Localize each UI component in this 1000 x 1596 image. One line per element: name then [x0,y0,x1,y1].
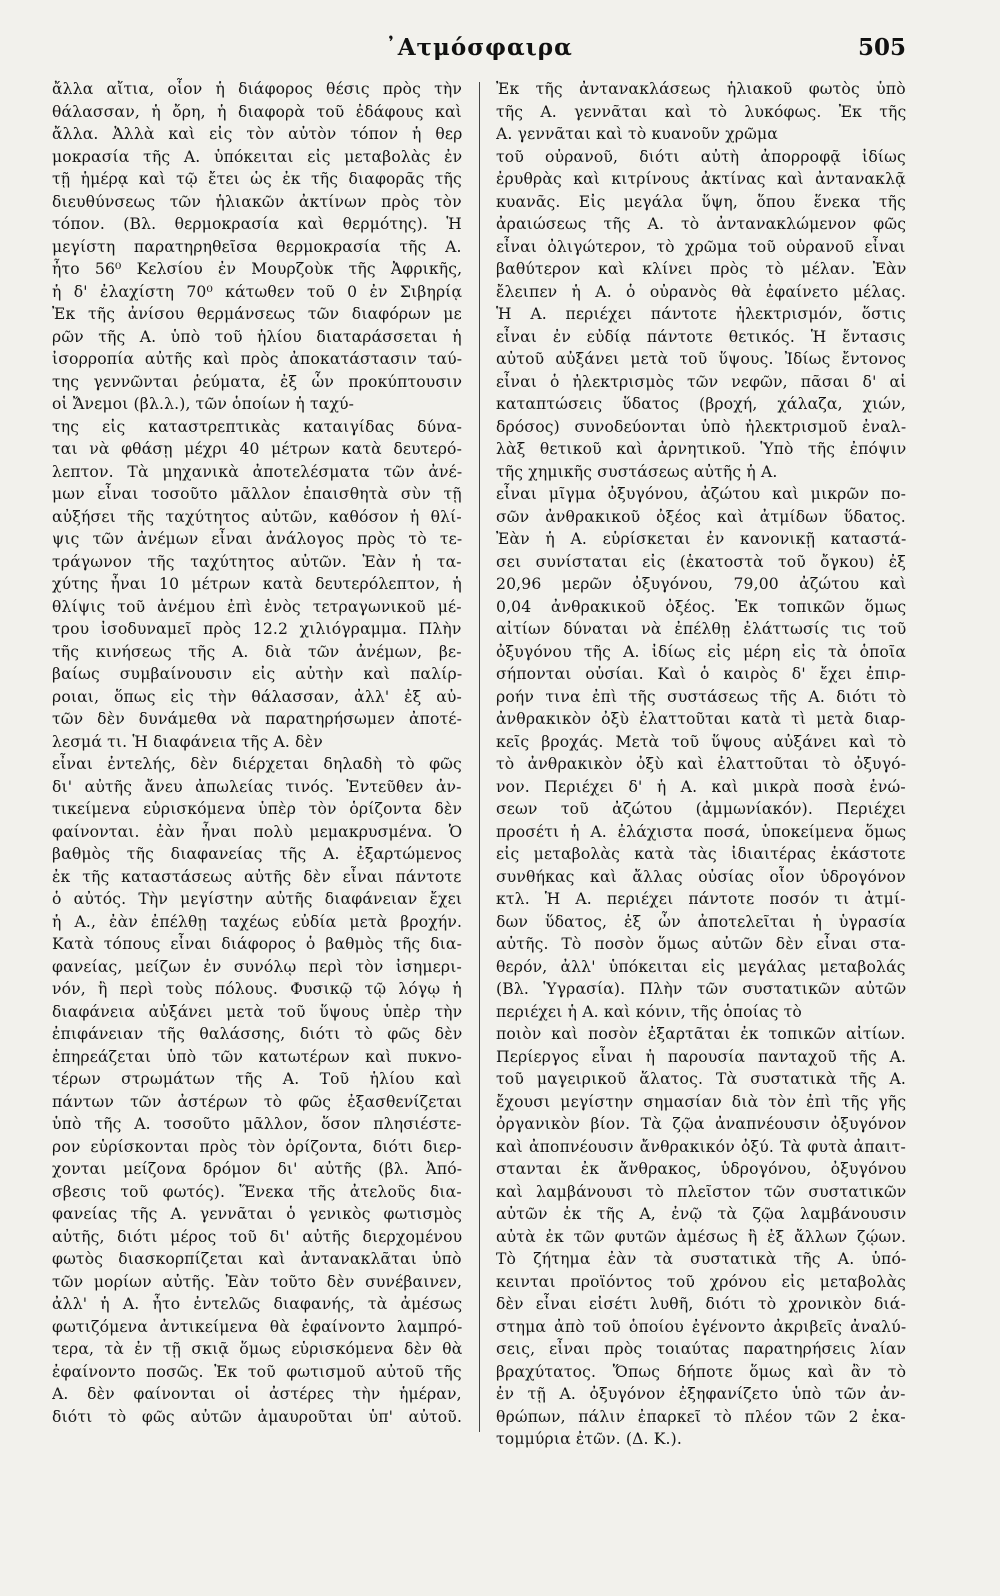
text-line: Τὸ ζήτημα ἐὰν τὰ συστατικὰ τῆς Α. ὑπό- [496,1250,906,1268]
text-line: τοῦ οὐρανοῦ, διότι αὐτὴ ἀπορροφᾷ ἰδίως [496,147,906,166]
text-line: ἀνθρακικὸν ὀξὺ ἐλαττοῦται κατὰ τὶ μετὰ διαρ- [496,710,906,728]
text-line: τράγωνον τῆς ταχύτητος αὐτῶν. Ἐὰν ἡ τα- [52,552,462,571]
text-line: βραχύτατος. Ὅπως δήποτε ὅμως καὶ ἂν τὸ [496,1362,906,1381]
text-line: δρόσος) συνοδεύονται ὑπὸ ἠλεκτρισμοῦ ἐναλ- [496,417,906,436]
text-line: εἰς μεταβολὰς κατὰ τὰς ἰδιαιτέρας ἑκάστοτε [496,845,906,863]
text-line: τῶν δὲν δυνάμεθα νὰ παρατηρήσωμεν ἀποτέ- [52,710,462,728]
text-line: ἀλλ' ἡ Α. ἦτο ἐντελῶς διαφανής, τὰ ἀμέσως [52,1295,462,1313]
text-line: ἦτο 56⁰ Κελσίου ἐν Μουρζοὺκ τῆς Ἀφρικῆς, [52,260,462,278]
text-line: εἶναι ὁ ἠλεκτρισμὸς τῶν νεφῶν, πᾶσαι δ' αἱ [496,372,906,391]
text-line: θλίψις τοῦ ἀνέμου ἐπὶ ἑνὸς τετραγωνικοῦ μέ- [52,597,462,616]
text-line: κυανᾶς. Εἰς μεγάλα ὕψη, ὅπου ἕνεκα τῆς [496,192,906,211]
text-line: εἶναι ἐντελής, δὲν διέρχεται δηλαδὴ τὸ φῶς [52,755,462,773]
text-line: ροιαι, ὅπως εἰς τὴν θάλασσαν, ἀλλ' ἐξ αὐ- [52,687,462,706]
text-line: κεῖς βροχάς. Μετὰ τοῦ ὕψους αὐξάνει καὶ τὸ [496,732,906,751]
text-line: ἄλλα. Ἀλλὰ καὶ εἰς τὸν αὐτὸν τόπον ἡ θερ [52,125,462,143]
text-line: ἡ Α., ἐὰν ἐπέλθῃ ταχέως εὐδία μετὰ βροχήν. [52,912,462,931]
text-line: αὐτὰ ἐκ τῶν φυτῶν ἀμέσως ἢ ἐξ ἄλλων ζῴων. [496,1227,906,1246]
text-line: εἶναι μῖγμα ὀξυγόνου, ἀζώτου καὶ μικρῶν πο- [496,485,906,503]
text-line: τὸ ἀνθρακικὸν ὀξὺ καὶ ἐλαττοῦται τὸ ὀξυγό- [496,755,906,773]
text-line: αὐτῆς. Τὸ ποσὸν ὅμως αὐτῶν δὲν εἶναι στα- [496,935,906,953]
text-line: Ἐκ τῆς ἀνίσου θερμάνσεως τῶν διαφόρων με [52,305,462,323]
text-line: Κατὰ τόπους εἶναι διάφορος ὁ βαθμὸς τῆς δια- [52,935,462,953]
text-line: τῶν μορίων αὐτῆς. Ἐὰν τοῦτο δὲν συνέβαινεν, [52,1272,462,1291]
text-line: οἱ Ἄνεμοι (βλ.λ.), τῶν ὁποίων ἡ ταχύ- [52,395,355,413]
text-line: Α. γεννᾶται καὶ τὸ κυανοῦν χρῶμα [496,125,778,143]
text-line: ται νὰ φθάσῃ μέχρι 40 μέτρων κατὰ δευτερό- [52,440,462,458]
text-line: δι' αὐτῆς ἄνευ ἀπωλείας τινός. Ἐντεῦθεν ἀν- [52,777,462,796]
text-line: ἄλλα αἴτια, οἷον ἡ διάφορος θέσις πρὸς τὴν [52,80,462,98]
text-line: λὰξ θετικοῦ καὶ ἀρνητικοῦ. Ὑπὸ τῆς ἐπόψιν [496,440,906,458]
text-line: 20,96 μερῶν ὀξυγόνου, 79,00 ἀζώτου καὶ [496,575,906,593]
text-line: αὐτῶν ἐκ τῆς Α, ἐνῷ τὰ ζῷα λαμβάνουσιν [496,1205,906,1223]
text-line: χονται μείζονα δρόμον δι' αὐτῆς (βλ. Ἀπό- [52,1160,462,1178]
text-line: βαίως συμβαίνουσιν εἰς αὐτὴν καὶ παλίρ- [52,665,462,683]
text-line: της γεννῶνται ῥεύματα, ἐξ ὧν προκύπτουσιν [52,372,462,391]
left-column [52,78,462,1428]
text-line: κτλ. Ἡ Α. περιέχει πάντοτε ποσόν τι ἀτμί- [496,890,906,908]
text-line: ψις τῶν ἀνέμων εἶναι ἀνάλογος πρὸς τὸ τε- [52,530,462,548]
page-title: ᾿Ατμόσφαιρα [385,34,573,61]
text-line: θερόν, ἀλλ' ὑπόκειται εἰς μεγάλας μεταβολάς [496,957,906,976]
text-line: τερα, τὰ ἐν τῇ σκιᾷ ὅμως εὑρισκόμενα δὲν θὰ [52,1340,462,1358]
text-line: τῆς χημικῆς συστάσεως αὐτῆς ἡ Α. [496,462,778,481]
text-line: ὁ αὐτός. Τὴν μεγίστην αὐτῆς διαφάνειαν ἔχει [52,890,462,908]
text-line: σει συνίσταται εἰς (ἑκατοστὰ τοῦ ὄγκου) ἐξ [496,552,906,571]
text-line: ὀργανικὸν βίον. Τὰ ζῷα ἀναπνέουσιν ὀξυγόνον [496,1115,906,1133]
text-line: κεινται προϊόντος τοῦ χρόνου εἰς μεταβολὰς [496,1272,906,1291]
text-line: στανται ἐκ ἄνθρακος, ὑδρογόνου, ὀξυγόνου [496,1160,906,1178]
text-line: διευθύνσεως τῶν ἡλιακῶν ἀκτίνων πρὸς τὸν [52,192,462,211]
text-line: βαθύτερον καὶ κλίνει πρὸς τὸ μέλαν. Ἐὰν [496,260,906,278]
text-line: αὐτῆς, διότι μέρος τοῦ δι' αὐτῆς διερχομένου [52,1227,462,1246]
text-line: αὐτοῦ αὐξάνει μετὰ τοῦ ὕψους. Ἰδίως ἔντονος [496,350,906,368]
text-line: ὑπὸ τῆς Α. τοσοῦτο μᾶλλον, ὅσον πλησιέστε- [52,1115,462,1133]
text-line: περιέχει ἡ Α. καὶ κόνιν, τῆς ὁποίας τὸ [496,1002,802,1021]
text-line: ἐρυθρὰς καὶ κιτρίνους ἀκτίνας καὶ ἀντανακλᾷ [496,170,906,188]
text-line: τρου ἰσοδυναμεῖ πρὸς 12.2 χιλιόγραμμα. Πλὴν [52,620,462,638]
text-line: Α. δὲν φαίνονται οἱ ἀστέρες τὴν ἡμέραν, [52,1385,462,1403]
text-line: Ἡ Α. περιέχει πάντοτε ἠλεκτρισμόν, ὅστις [496,305,906,323]
text-line: τοῦ μαγειρικοῦ ἅλατος. Τὰ συστατικὰ τῆς Α. [496,1070,906,1088]
text-line: δὲν εἶναι εἰσέτι λυθῆ, διότι τὸ χρονικὸν διά- [496,1295,906,1313]
text-line: (Βλ. Ὑγρασία). Πλὴν τῶν συστατικῶν αὐτῶν [496,980,906,998]
text-columns [52,78,906,1558]
text-line: λεπτον. Τὰ μηχανικὰ ἀποτελέσματα τῶν ἀνέ- [52,462,462,481]
text-line: σβεσις τοῦ φωτός). Ἕνεκα τῆς ἀτελοῦς δια- [52,1182,462,1201]
text-line: ἐκ τῆς καταστάσεως αὐτῆς δὲν εἶναι πάντοτε [52,867,462,886]
text-line: εἶναι ὀλιγώτερον, τὸ χρῶμα τοῦ οὐρανοῦ εἶναι [496,237,906,256]
text-line: καταπτώσεις ὕδατος (βροχή, χάλαζα, χιών, [496,395,906,413]
page-number: 505 [857,34,906,61]
text-line: ἐν τῇ Α. ὀξυγόνον ἐξηφανίζετο ὑπὸ τῶν ἀν- [496,1385,906,1403]
text-line: σεις, εἶναι πρὸς τοιαύτας παρατηρήσεις λίαν [496,1340,906,1358]
text-line: εἶναι ἐν εὐδίᾳ πάντοτε θετικός. Ἡ ἔντασις [496,327,906,346]
text-line: Ἐκ τῆς ἀντανακλάσεως ἡλιακοῦ φωτὸς ὑπὸ [496,80,906,98]
text-line: μοκρασία τῆς Α. ὑπόκειται εἰς μεταβολὰς ἐν [52,147,462,166]
text-line: νον. Περιέχει δ' ἡ Α. καὶ μικρὰ ποσὰ ἑνώ- [496,777,906,796]
text-line: 0,04 ἀνθρακικοῦ ὀξέος. Ἐκ τοπικῶν ὅμως [496,597,906,616]
text-line: ἐπιφάνειαν τῆς θαλάσσης, διότι τὸ φῶς δὲν [52,1025,462,1043]
column-divider [479,82,480,1432]
text-line: βαθμὸς τῆς διαφανείας τῆς Α. ἐξαρτώμενος [52,845,462,863]
text-line: φανείας, μείζων ἐν συνόλῳ περὶ τὸν ἰσημερι- [52,957,462,976]
text-line: λεσμά τι. Ἡ διαφάνεια τῆς Α. δὲν [52,732,323,751]
text-line: αὐξήσει τῆς ταχύτητος αὐτῶν, καθόσον ἡ θλί- [52,507,462,526]
text-line: καὶ ἀποπνέουσιν ἄνθρακικόν ὀξύ. Τὰ φυτὰ ἀπαιτ- [496,1137,906,1156]
text-line: πάντων τῶν ἀστέρων τὸ φῶς ἐξασθενίζεται [52,1092,462,1111]
text-line: διότι τὸ φῶς αὐτῶν ἀμαυροῦται ὑπ' αὐτοῦ. [52,1407,462,1426]
text-line: νόν, ἢ περὶ τοὺς πόλους. Φυσικῷ τῷ λόγῳ ἡ [52,980,462,998]
text-line: στημα ἀπὸ τοῦ ὁποίου ἐγένοντο ἀκριβεῖς ἀναλύ- [496,1317,906,1336]
text-line: ἐπηρεάζεται ὑπὸ τῶν κατωτέρων καὶ πυκνο- [52,1047,462,1066]
text-line: προσέτι ἡ Α. ἐλάχιστα ποσά, ὑποκείμενα ὅμως [496,822,906,841]
text-line: ποιὸν καὶ ποσὸν ἐξαρτᾶται ἐκ τοπικῶν αἰτίων. [496,1025,906,1043]
text-line: ἔχουσι μεγίστην σημασίαν διὰ τὸν ἐπὶ τῆς γῆς [496,1092,906,1111]
text-line: φωτιζόμενα ἀντικείμενα θὰ ἐφαίνοντο λαμπρό- [52,1317,462,1336]
text-line: σήπονται οὐσίαι. Καὶ ὁ καιρὸς δ' ἔχει ἐπιρ- [496,665,906,683]
text-line: ἐφαίνοντο ποσῶς. Ἐκ τοῦ φωτισμοῦ αὐτοῦ τῆς [52,1362,462,1381]
text-line: μων εἶναι τοσοῦτο μᾶλλον ἐπαισθητὰ σὺν τῇ [52,485,462,503]
text-line: θρώπων, πάλιν ἐπαρκεῖ τὸ πλέον τῶν 2 ἑκα- [496,1407,906,1426]
text-line: τικείμενα εὑρισκόμενα ὑπὲρ τὸν ὁρίζοντα δὲν [52,800,462,818]
text-line: τομμύρια ἐτῶν. (Δ. Κ.). [496,1430,682,1448]
text-line: τόπον. (Βλ. θερμοκρασία καὶ θερμότης). Ἡ [52,215,462,233]
text-line: ρον εὑρίσκονται πρὸς τὸν ὁρίζοντα, διότι διερ- [52,1137,462,1156]
text-line: θάλασσαν, ἡ ὄρη, ἡ διαφορὰ τοῦ ἐδάφους καὶ [52,102,462,121]
text-line: ἡ δ' ἐλαχίστη 70⁰ κάτωθεν τοῦ 0 ἐν Σιβηρίᾳ [52,282,462,301]
text-line: τῆς Α. γεννᾶται καὶ τὸ λυκόφως. Ἐκ τῆς [496,102,906,121]
text-line: αἰτίων δύναται νὰ ἐπέλθῃ ἐλάττωσίς τις τοῦ [496,620,906,638]
text-line: τέρων στρωμάτων τῆς Α. Τοῦ ἡλίου καὶ [52,1070,462,1088]
text-line: σῶν ἀνθρακικοῦ ὀξέος καὶ ἀτμίδων ὕδατος. [496,507,906,526]
text-line: της εἰς καταστρεπτικὰς καταιγίδας δύνα- [52,417,462,436]
text-line: ροήν τινα ἐπὶ τῆς συστάσεως τῆς Α. διότι τὸ [496,687,906,706]
text-line: φωτὸς διασκορπίζεται καὶ ἀντανακλᾶται ὑπὸ [52,1250,462,1268]
right-column [496,78,906,1451]
text-line: Περίεργος εἶναι ἡ παρουσία πανταχοῦ τῆς Α. [496,1047,906,1066]
text-line: φαίνονται. ἐὰν ἦναι πολὺ μεμακρυσμένα. Ὁ [52,822,462,841]
text-line: Ἐὰν ἡ Α. εὑρίσκεται ἐν κανονικῇ καταστά- [496,530,906,548]
text-line: δων ὕδατος, ἐξ ὧν ἀποτελεῖται ἡ ὑγρασία [496,912,906,931]
text-line: ἔλειπεν ἡ Α. ὁ οὐρανὸς θὰ ἐφαίνετο μέλας. [496,282,906,301]
text-line: διαφάνεια αὐξάνει μετὰ τοῦ ὕψους ὑπὲρ τὴν [52,1002,462,1021]
text-line: χύτης ἦναι 10 μέτρων κατὰ δευτερόλεπτον, ἡ [52,575,462,593]
text-line: σεων τοῦ ἀζώτου (ἀμμωνίακόν). Περιέχει [496,800,906,818]
text-line: τῆς κινήσεως τῆς Α. διὰ τῶν ἀνέμων, βε- [52,642,462,661]
text-line: συνθήκας καὶ ἄλλας οὐσίας οἷον ὑδρογόνον [496,867,906,886]
text-line: τῇ ἡμέρᾳ καὶ τῷ ἔτει ὡς ἐκ τῆς διαφορᾶς τῆς [52,170,462,188]
text-line: μεγίστη παρατηρηθεῖσα θερμοκρασία τῆς Α. [52,237,462,256]
text-line: φανείας τῆς Α. γεννᾶται ὁ γενικὸς φωτισμὸς [52,1205,462,1223]
text-line: ἀραιώσεως τῆς Α. τὸ ἀντανακλώμενον φῶς [496,215,906,233]
text-line: ρῶν τῆς Α. ὑπὸ τοῦ ἡλίου διαταράσσεται ἡ [52,327,462,346]
text-line: ἰσορροπία αὐτῆς καὶ πρὸς ἀποκατάστασιν ταύ- [52,350,462,368]
text-line: καὶ λαμβάνουσι τὸ πλεῖστον τῶν συστατικῶν [496,1182,906,1201]
text-line: ὀξυγόνου τῆς Α. ἰδίως εἰς μέρη εἰς τὰ ὁποῖα [496,642,906,661]
running-header [52,34,906,82]
